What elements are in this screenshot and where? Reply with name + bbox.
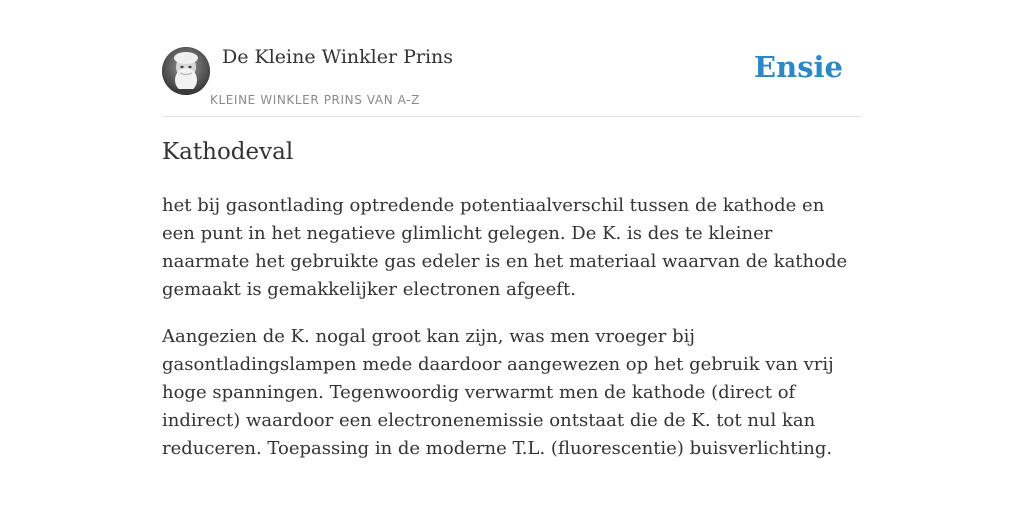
article-body — [162, 192, 862, 482]
author-avatar[interactable] — [162, 47, 210, 95]
article-title: Kathodeval — [162, 139, 294, 165]
collection-subtitle[interactable]: KLEINE WINKLER PRINS VAN A-Z — [210, 93, 420, 107]
page — [162, 0, 862, 512]
author-name[interactable]: De Kleine Winkler Prins — [222, 46, 454, 68]
paragraph: Aangezien de K. nogal groot kan zijn, was men vroeger bij gasontladingslampen mede daardoor aangewezen op het gebruik van vrij hoge spanningen. Tegenwoordig verwarmt men de kathode (direct of indirect) waardoor een electronenemissie ontstaat die de K. tot nul kan reduceren. Toepassing in de moderne T.L. (fluorescentie) buisverlichting. — [162, 326, 834, 459]
author-portrait-image — [162, 47, 210, 95]
paragraph: het bij gasontlading optredende potentiaalverschil tussen de kathode en een punt in het negatieve glimlicht gelegen. De K. is des te kleiner naarmate het gebruikte gas edeler is en het materiaal waarvan de kathode gemaakt is gemakkelijker electronen afgeeft. — [162, 195, 848, 300]
brand-logo-link[interactable]: Ensie — [754, 50, 843, 84]
header — [162, 0, 862, 117]
